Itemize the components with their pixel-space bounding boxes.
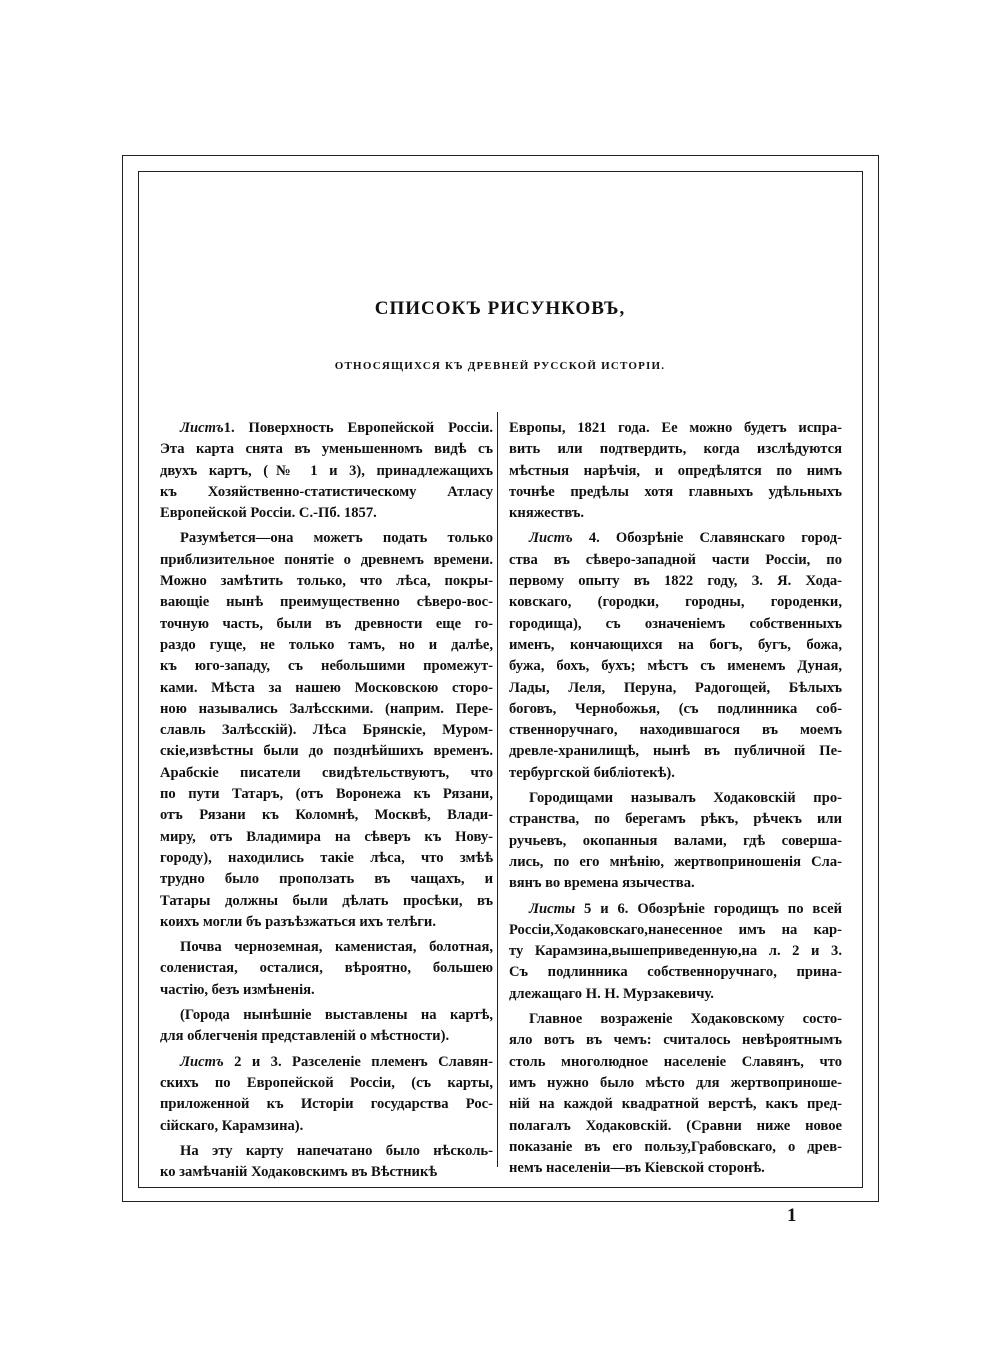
line-text: Можно замѣтить только, что лѣса, покры- xyxy=(160,573,493,590)
text-line xyxy=(509,831,842,852)
line-text: яло вотъ въ чемъ: считалось невѣроятнымъ xyxy=(509,1032,842,1049)
line-text: лись, по его мнѣнію, жертвоприношенія Сла- xyxy=(509,853,842,870)
paragraph xyxy=(160,1005,493,1048)
paragraph xyxy=(160,1052,493,1137)
text-line xyxy=(160,912,493,933)
text-line xyxy=(160,592,493,613)
line-text: двухъ картъ, (№ 1 и 3), принадлежащихъ xyxy=(160,462,493,479)
line-text: мѣстныя нарѣчія, и опредѣлятся по нимъ xyxy=(509,462,842,479)
text-line xyxy=(160,461,493,482)
text-line xyxy=(509,461,842,482)
text-line xyxy=(509,873,842,894)
line-text: 4. Обозрѣніе Славянскаго город- xyxy=(572,530,842,547)
paragraph xyxy=(160,418,493,524)
line-text: Городищами называлъ Ходаковскій про- xyxy=(529,790,842,807)
text-line xyxy=(160,503,493,524)
text-line xyxy=(509,528,842,549)
text-line xyxy=(509,1009,842,1030)
line-text: соленистая, осталися, вѣроятно, большею xyxy=(160,960,493,977)
text-line xyxy=(160,678,493,699)
line-text: частію, безъ измѣненія. xyxy=(160,981,315,998)
paragraph xyxy=(509,418,842,524)
line-text: столь многолюдное населеніе Славянъ, что xyxy=(509,1053,842,1070)
text-line xyxy=(509,899,842,920)
text-line xyxy=(509,1073,842,1094)
text-line xyxy=(160,1116,493,1137)
left-text-column xyxy=(160,418,493,1187)
paragraph xyxy=(160,528,493,933)
text-line xyxy=(160,891,493,912)
text-line xyxy=(509,788,842,809)
line-text: ковскаго, (городки, городны, городенки, xyxy=(509,594,842,611)
line-text: къ Хозяйственно-статистическому Атласу xyxy=(160,483,493,500)
line-text: ній на каждой квадратной верстѣ, какъ пред- xyxy=(509,1096,842,1113)
line-text: боговъ, Чернобожья, (съ подлинника соб- xyxy=(509,700,842,717)
line-text: Европы, 1821 года. Ее можно будетъ испра- xyxy=(509,420,842,436)
text-line xyxy=(160,1052,493,1073)
text-line xyxy=(160,635,493,656)
text-line xyxy=(160,1005,493,1026)
text-line xyxy=(509,809,842,830)
text-line xyxy=(160,869,493,890)
text-line xyxy=(509,763,842,784)
text-line xyxy=(509,635,842,656)
paragraph xyxy=(509,899,842,1005)
text-line xyxy=(509,678,842,699)
sheet-label: Листъ xyxy=(180,1053,224,1070)
sheet-label: Листъ xyxy=(529,530,573,547)
line-text: коихъ могли бъ разъѣзжаться ихъ телѣги. xyxy=(160,913,436,930)
page-title: СПИСОКЪ РИСУНКОВЪ, xyxy=(374,298,626,319)
line-text: немъ населеніи—въ Кіевской сторонѣ. xyxy=(509,1160,765,1177)
page-number: 1 xyxy=(787,1205,797,1226)
text-line xyxy=(509,1137,842,1158)
line-text: Европейской Россіи. С.-Пб. 1857. xyxy=(160,505,377,522)
line-text: миру, отъ Владимира на сѣверъ къ Нову- xyxy=(160,828,493,845)
line-text: Съ подлинника собственноручнаго, прина- xyxy=(509,964,842,981)
text-line xyxy=(160,1073,493,1094)
line-text: скіе,извѣстны были до позднѣйшихъ временъ. xyxy=(160,743,493,760)
paragraph xyxy=(160,937,493,1001)
page-subtitle: ОТНОСЯЩИХСЯ КЪ ДРЕВНЕЙ РУССКОЙ ИСТОРІИ. xyxy=(334,360,666,372)
text-line xyxy=(160,827,493,848)
line-text: 2 и 3. Разселеніе племенъ Славян- xyxy=(223,1053,493,1070)
text-line xyxy=(509,550,842,571)
paragraph xyxy=(509,788,842,894)
line-text: трудно было проползать въ чащахъ, и xyxy=(160,871,493,888)
text-line xyxy=(160,482,493,503)
line-text: первому опыту въ 1822 году, З. Я. Хода- xyxy=(509,573,842,590)
line-text: ту Карамзина,вышеприведенную,на л. 2 и 3. xyxy=(509,943,842,960)
text-line xyxy=(160,656,493,677)
line-text: скихъ по Европейской Россіи, (съ карты, xyxy=(160,1074,493,1091)
text-line xyxy=(160,1162,493,1183)
line-text: ручьевъ, окопанныя валами, гдѣ соверша- xyxy=(509,832,842,849)
text-line xyxy=(160,848,493,869)
line-text: Разумѣется—она можетъ подать только xyxy=(180,530,493,547)
line-text: отъ Рязани къ Коломнѣ, Москвѣ, Влади- xyxy=(160,807,493,824)
line-text: сійскаго, Карамзина). xyxy=(160,1117,304,1134)
text-line xyxy=(160,958,493,979)
text-line xyxy=(509,984,842,1005)
line-text: къ юго-западу, съ небольшими промежут- xyxy=(160,658,493,675)
text-line xyxy=(509,592,842,613)
line-text: точную часть, были въ древности еще го- xyxy=(160,615,493,632)
text-line xyxy=(160,550,493,571)
line-text: 5 и 6. Обозрѣніе городищъ по всей xyxy=(575,900,842,917)
line-text: Татары должны были дѣлать просѣки, въ xyxy=(160,892,493,909)
text-line xyxy=(160,784,493,805)
text-line xyxy=(509,571,842,592)
line-text: (Города нынѣшніе выставлены на картѣ, xyxy=(180,1007,493,1024)
text-line xyxy=(509,503,842,524)
line-text: вянъ во времена язычества. xyxy=(509,875,695,892)
line-text: приблизительное понятіе о древнемъ времени. xyxy=(160,551,493,568)
text-line xyxy=(160,980,493,1001)
sheet-label: Листъ xyxy=(180,420,224,436)
line-text: имъ нужно было мѣсто для жертвоприноше- xyxy=(509,1074,842,1091)
line-text: городу), находились такіе лѣса, что змѣѣ xyxy=(160,849,493,866)
line-text: городища), съ означеніемъ собственныхъ xyxy=(509,615,842,632)
line-text: показаніе въ его пользу,Грабовскаго, о древ- xyxy=(509,1138,842,1155)
line-text: На эту карту напечатано было нѣсколь- xyxy=(180,1142,493,1159)
line-text: вить или подтвердить, когда изслѣдуются xyxy=(509,441,842,458)
line-text: славль Залѣсскій). Лѣса Брянскіе, Муром- xyxy=(160,722,493,739)
text-line xyxy=(509,656,842,677)
text-line xyxy=(509,614,842,635)
text-line xyxy=(509,482,842,503)
text-line xyxy=(509,920,842,941)
text-line xyxy=(160,418,493,439)
line-text: тербургской библіотекѣ). xyxy=(509,764,675,781)
text-line xyxy=(509,439,842,460)
line-text: ства въ сѣверо-западной части Россіи, по xyxy=(509,551,842,568)
text-line xyxy=(509,941,842,962)
text-line xyxy=(509,741,842,762)
column-divider xyxy=(497,412,498,1167)
text-line xyxy=(509,720,842,741)
line-text: 1. Поверхность Европейской Россіи. xyxy=(223,420,493,436)
text-line xyxy=(509,1030,842,1051)
text-line xyxy=(509,852,842,873)
line-text: полагалъ Ходаковскій. (Сравни ниже новое xyxy=(509,1117,842,1134)
line-text: Почва черноземная, каменистая, болотная, xyxy=(180,939,493,956)
paragraph xyxy=(509,1009,842,1179)
line-text: древле-хранилищѣ, нынѣ въ публичной Пе- xyxy=(509,743,842,760)
line-text: длежащаго Н. Н. Мурзакевичу. xyxy=(509,985,714,1002)
text-line xyxy=(160,1094,493,1115)
text-line xyxy=(509,1094,842,1115)
text-line xyxy=(160,614,493,635)
text-line xyxy=(509,418,842,439)
line-text: бужа, бохъ, бухъ; мѣстъ съ именемъ Дуная, xyxy=(509,658,842,675)
line-text: ственноручнаго, находившагося въ моемъ xyxy=(509,722,842,739)
line-text: Главное возраженіе Ходаковскому состо- xyxy=(529,1011,842,1028)
text-line xyxy=(160,763,493,784)
sheet-label: Листы xyxy=(529,900,576,917)
text-line xyxy=(160,1141,493,1162)
line-text: приложенной къ Исторіи государства Рос- xyxy=(160,1096,493,1113)
line-text: странства, по берегамъ рѣкъ, рѣчекъ или xyxy=(509,811,842,828)
line-text: раздо гуще, не только тамъ, но и далѣе, xyxy=(160,636,493,653)
text-line xyxy=(160,571,493,592)
line-text: Лады, Леля, Перуна, Радогощей, Бѣлыхъ xyxy=(509,679,842,696)
text-line xyxy=(160,439,493,460)
text-line xyxy=(160,741,493,762)
line-text: по пути Татаръ, (отъ Воронежа къ Рязани, xyxy=(160,786,493,803)
text-line xyxy=(160,1026,493,1047)
line-text: именъ, кончающихся на богъ, бугъ, божа, xyxy=(509,636,842,653)
text-line xyxy=(509,1116,842,1137)
line-text: ко замѣчаній Ходаковскимъ въ Вѣстникѣ xyxy=(160,1164,438,1181)
line-text: ками. Мѣста за нашею Московскою сторо- xyxy=(160,679,493,696)
text-line xyxy=(160,699,493,720)
line-text: для облегченія представленій о мѣстности). xyxy=(160,1028,450,1045)
text-line xyxy=(160,720,493,741)
text-line xyxy=(160,937,493,958)
line-text: вающіе нынѣ преимущественно сѣверо-вос- xyxy=(160,594,493,611)
line-text: Арабскіе писатели свидѣтельствуютъ, что xyxy=(160,764,493,781)
line-text: Эта карта снята въ уменьшенномъ видѣ съ xyxy=(160,441,493,458)
line-text: точнѣе предѣлы хотя главныхъ удѣльныхъ xyxy=(509,483,842,500)
paragraph xyxy=(160,1141,493,1184)
text-line xyxy=(509,1158,842,1179)
text-line xyxy=(160,528,493,549)
line-text: княжествъ. xyxy=(509,505,585,522)
right-text-column xyxy=(509,418,842,1183)
text-line xyxy=(509,1052,842,1073)
line-text: ною назывались Залѣсскими. (наприм. Пере- xyxy=(160,700,493,717)
text-line xyxy=(509,962,842,983)
paragraph xyxy=(509,528,842,784)
line-text: Россіи,Ходаковскаго,нанесенное имъ на кар- xyxy=(509,921,842,938)
text-line xyxy=(160,805,493,826)
text-line xyxy=(509,699,842,720)
